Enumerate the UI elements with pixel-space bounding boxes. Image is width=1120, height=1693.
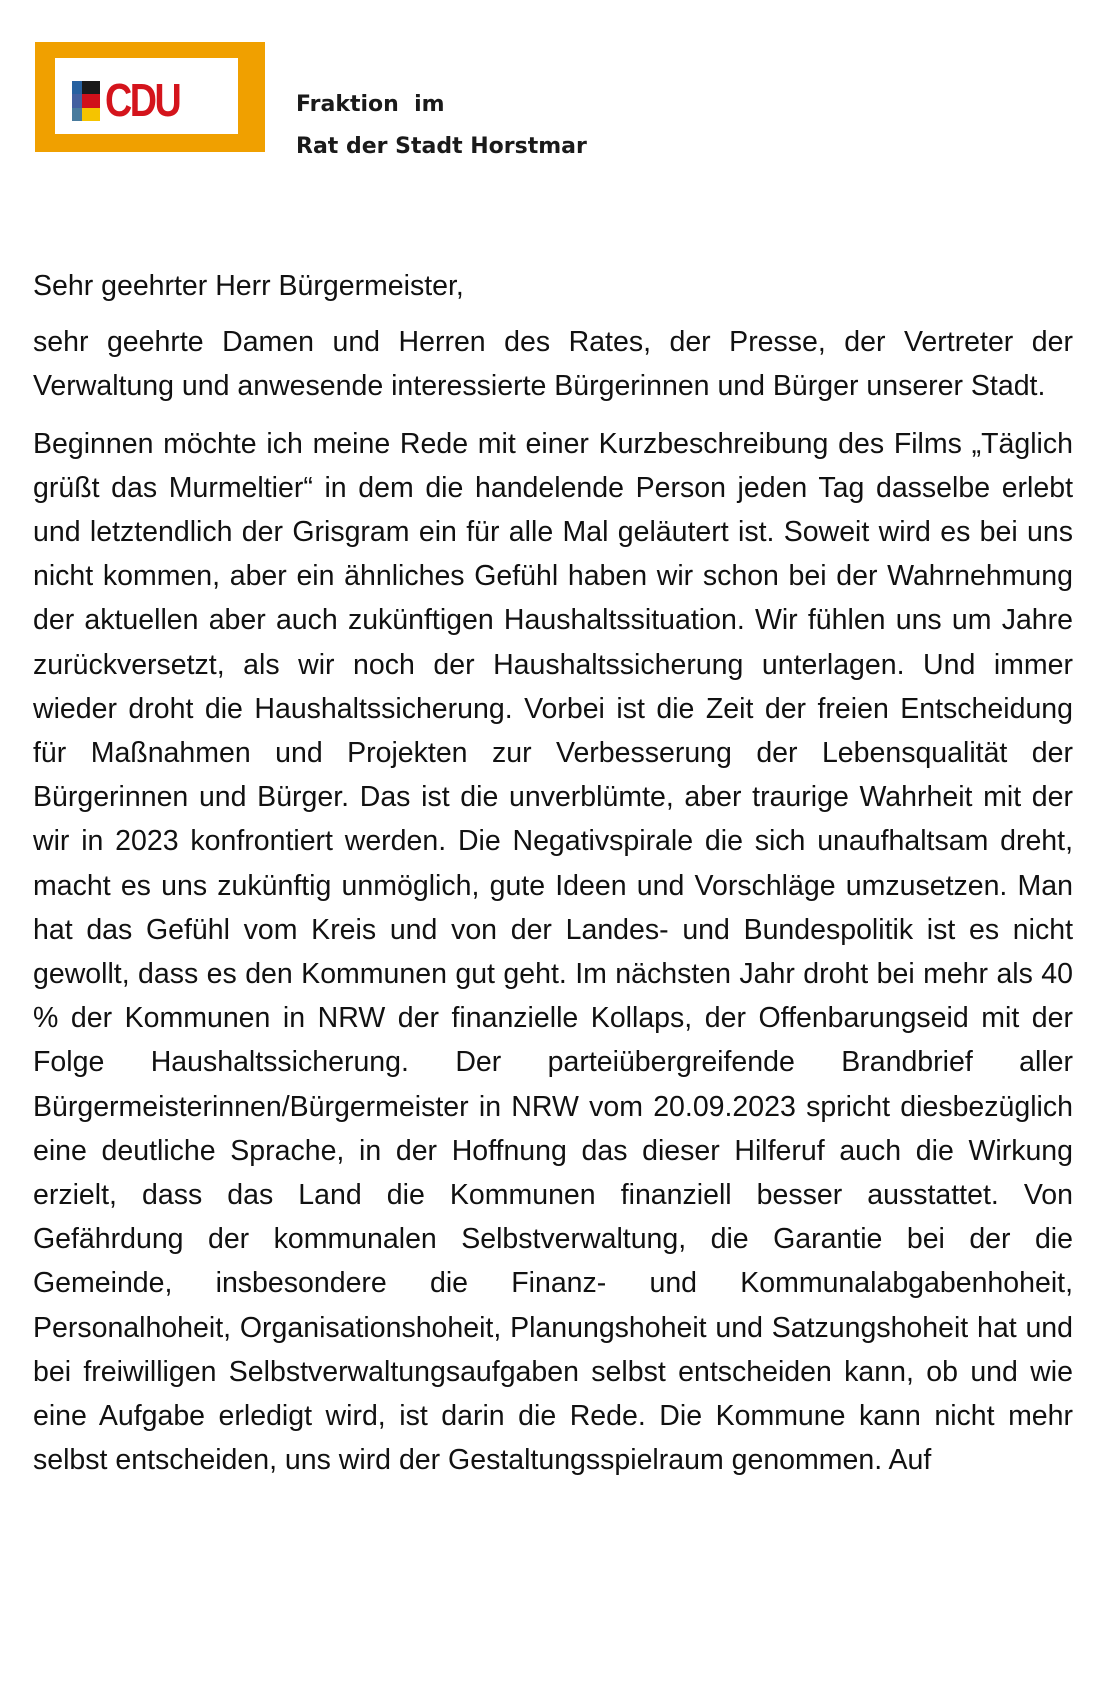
paragraph-greeting: sehr geehrte Damen und Herren des Rates, der Presse, der Vertreter der Verwaltung und anwesende interessierte Bürgerinnen und Bürger unserer Stadt. [33, 326, 1073, 403]
paragraph-main: Beginnen möchte ich meine Rede mit einer Kurzbeschreibung des Films „Täglich grüßt das Murmeltier“ in dem die handelende Person jeden Tag dasselbe erlebt und letztendlich der Grisgram ein für alle Mal geläutert ist. Soweit wird es bei uns nicht kommen, aber ein ähnliches Gefühl haben wir schon bei der Wahrnehmung der aktuellen aber auch zukünftigen Haushaltssituation. Wir fühlen uns um Jahre zurückversetzt, als wir noch der Haushaltssicherung unterlagen. Und immer wieder droht die Haushaltssicherung. Vorbei ist die Zeit der freien Entscheidung für Maßnahmen und Projekten zur Verbesserung der Lebensqualität der Bürgerinnen und Bürger. Das ist die unverblümte, aber traurige Wahrheit mit der wir in 2023 konfrontiert werden. Die Negativspirale die sich unaufhaltsam dreht, macht es uns zukünftig unmöglich, gute Ideen und Vorschläge umzusetzen. Man hat das Gefühl vom Kreis und von der Landes- und Bundespolitik ist es nicht gewollt, dass es den Kommunen gut geht. Im nächsten Jahr droht bei mehr als 40 % der Kommunen in NRW der finanzielle Kollaps, der Offenbarungseid mit der Folge Haushaltssicherung. Der parteiübergreifende Brandbrief aller Bürgermeisterinnen/Bürgermeister in NRW vom 20.09.2023 spricht diesbezüglich eine deutliche Sprache, in der Hoffnung das dieser Hilferuf auch die Wirkung erzielt, dass das Land die Kommunen finanziell besser ausstattet. Von Gefährdung der kommunalen Selbstverwaltung, die Garantie bei der die Gemeinde, insbesondere die Finanz- und Kommunalabgabenhoheit, Personalhoheit, Organisationshoheit, Planungshoheit und Satzungshoheit hat und bei freiwilligen Selbstverwaltungsaufgaben selbst entscheiden kann, ob und wie eine Aufgabe erledigt wird, ist darin die Rede. Die Kommune kann nicht mehr selbst entscheiden, uns wird der Gestaltungsspielraum genommen. Auf [33, 427, 1073, 1477]
fraktion-line-2: Rat der Stadt Horstmar [296, 134, 587, 159]
salutation: Sehr geehrter Herr Bürgermeister, [33, 270, 464, 302]
cdu-logo [35, 42, 265, 152]
flag-fold [72, 81, 82, 121]
letter-body [33, 264, 1073, 1495]
cdu-logo-inner [55, 58, 238, 134]
fraktion-header [296, 84, 587, 168]
fraktion-line-1: Fraktion im [296, 92, 445, 117]
cdu-logo-text: CDU [105, 74, 180, 126]
german-flag-icon [72, 81, 100, 121]
